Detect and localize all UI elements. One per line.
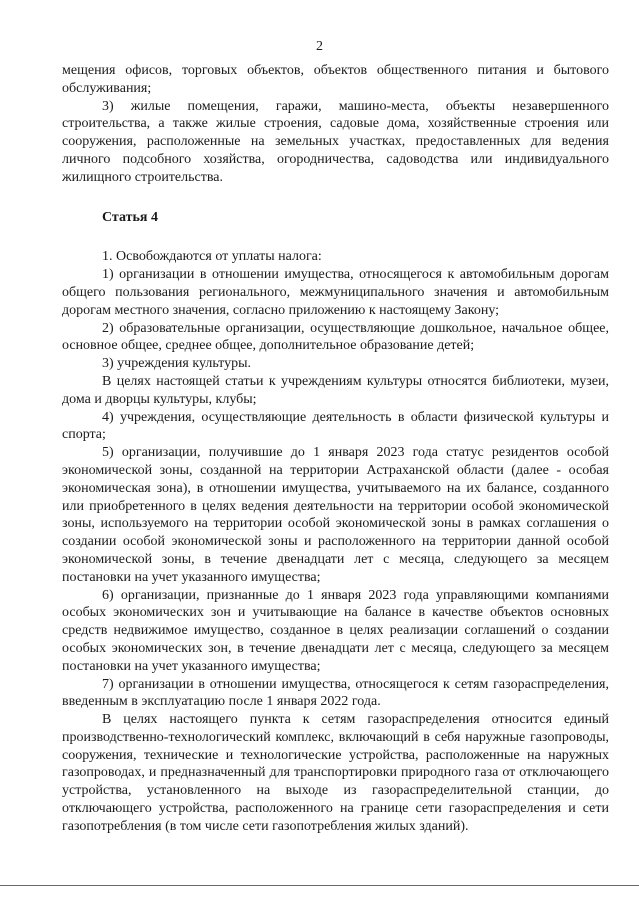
paragraph: В целях настоящего пункта к сетям газораспределения относится единый производственно-технологический комплекс, включающий в себя наружные газопроводы, сооружения, технические и технологические устройства, расположенные на наружных газопроводах, и предназначенный для транспортировки природного газа от отключающего устройства, установленного на выходе из газораспределительной станции, до отключающего устройства, расположенного на границе сети газораспределения и сети газопотребления (в том числе сети газопотребления жилых зданий). xyxy=(62,712,609,834)
paragraph: мещения офисов, торговых объектов, объектов общественного питания и бытового обслуживания; xyxy=(62,63,609,96)
paragraph: 6) организации, признанные до 1 января 2023 года управляющими компаниями особых экономических зон и учитывающие на балансе в качестве объектов основных средств недвижимое имущество, созданное в целях реализации соглашений о создании особых экономических зон, в течение двенадцати лет с месяца, следующего за месяцем постановки на учет указанного имущества; xyxy=(62,587,609,674)
paragraph: 4) учреждения, осуществляющие деятельность в области физической культуры и спорта; xyxy=(62,409,609,443)
document-body xyxy=(62,62,609,836)
paragraph: В целях настоящей статьи к учреждениям культуры относятся библиотеки, музеи, дома и дворцы культуры, клубы; xyxy=(62,373,609,407)
paragraph: 5) организации, получившие до 1 января 2023 года статус резидентов особой экономической зоны, созданной на территории Астраханской области (далее - особая экономическая зона), в отношении имущества, учитываемого на их балансе, созданного или приобретенного в целях ведения деятельности на территории особой экономической зоны, используемого на территории особой экономической зоны в рамках соглашения о создании особой экономической зоны и расположенного на территории данной особой экономической зоны, в течение двенадцати лет с месяца, следующего за месяцем постановки на учет указанного имущества; xyxy=(62,445,609,585)
article-heading: Статья 4 xyxy=(102,209,158,225)
paragraph: 7) организации в отношении имущества, относящегося к сетям газораспределения, введенным в эксплуатацию после 1 января 2022 года. xyxy=(62,676,609,710)
bottom-rule xyxy=(0,885,639,886)
paragraph: 2) образовательные организации, осуществляющие дошкольное, начальное общее, основное общее, среднее общее, дополнительное образование детей; xyxy=(62,320,609,354)
page-number: 2 xyxy=(316,39,323,54)
paragraph: 3) жилые помещения, гаражи, машино-места, объекты незавершенного строительства, а также жилые строения, садовые дома, хозяйственные строения или сооружения, расположенные на земельных участках, предоставленных для ведения личного подсобного хозяйства, огородничества, садоводства или индивидуального жилищного строительства. xyxy=(62,98,609,185)
paragraph: 3) учреждения культуры. xyxy=(102,356,252,372)
paragraph: 1) организации в отношении имущества, относящегося к автомобильным дорогам общего пользования регионального, межмуниципального значения и автомобильным дорогам местного значения, согласно приложению к настоящему Закону; xyxy=(62,267,609,318)
paragraph: 1. Освобождаются от уплаты налога: xyxy=(102,249,322,265)
